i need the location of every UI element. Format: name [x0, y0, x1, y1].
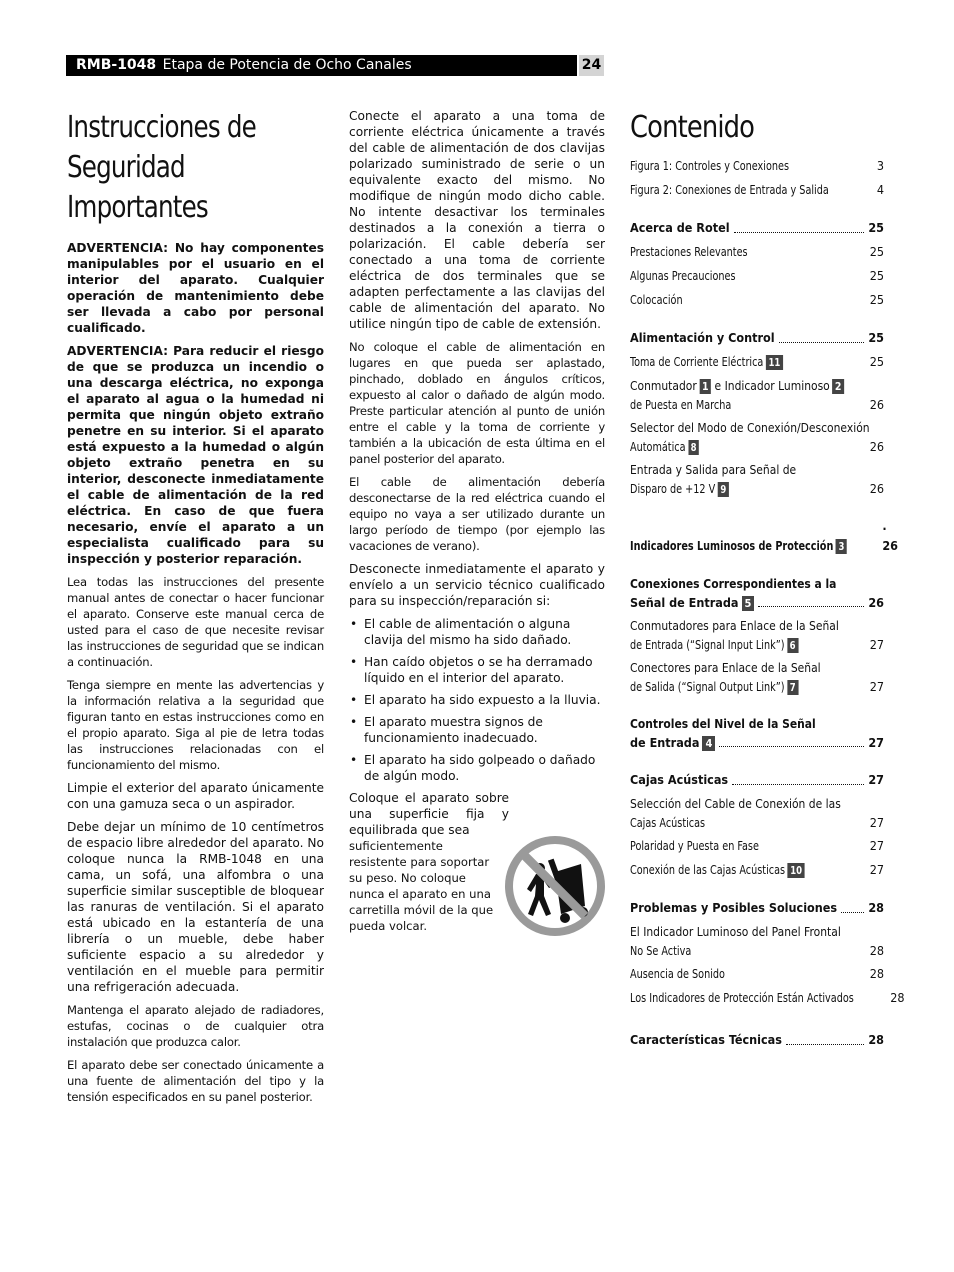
toc-section[interactable]: Cajas Acústicas 27 — [630, 772, 884, 787]
toc-section[interactable]: Conexiones Correspondientes a la Señal de Entrada 5 26 — [630, 576, 884, 610]
cart-warning — [349, 838, 605, 934]
safety-column — [67, 108, 324, 1112]
power-paragraph: Desconecte inmediatamente el aparato y envíelo a un servicio técnico cualificado para su inspección/reparación si: — [349, 562, 605, 608]
index-badge: 3 — [836, 539, 847, 554]
power-paragraph: El cable de alimentación debería desconectarse de la red eléctrica cuando el equipo no vaya a ser utilizado durante un largo período de tiempo (por ejemplo las vacaciones de verano). — [349, 475, 605, 553]
index-badge: 6 — [787, 638, 798, 653]
index-badge: 8 — [688, 440, 699, 455]
safety-paragraph: El aparato debe ser conectado únicamente a una fuente de alimentación del tipo y la tensión especificados en su panel posterior. — [67, 1058, 324, 1104]
list-item: • El aparato ha sido expuesto a la lluvia. — [364, 692, 605, 708]
power-column — [349, 108, 605, 934]
toc-entry[interactable]: Toma de Corriente Eléctrica 11 25 — [630, 354, 884, 369]
toc-section[interactable]: Controles del Nivel de la Señal de Entrada 4 27 — [630, 716, 884, 750]
toc-entry[interactable]: Polaridad y Puesta en Fase 27 — [630, 838, 884, 853]
index-badge: 9 — [718, 482, 729, 497]
toc-section[interactable]: Problemas y Posibles Soluciones 28 — [630, 900, 884, 915]
toc-entry[interactable]: Conmutadores para Enlace de la Señal de Entrada (“Signal Input Link”) 6 27 — [630, 618, 884, 652]
toc-entry[interactable]: Colocación 25 — [630, 292, 884, 307]
table-of-contents — [630, 108, 905, 1050]
index-badge: 5 — [742, 596, 755, 611]
toc-entry[interactable]: Selector del Modo de Conexión/Desconexión Automática 8 26 — [630, 420, 884, 454]
safety-title: Instrucciones de Seguridad Importantes — [67, 110, 256, 225]
toc-section[interactable]: Indicadores Luminosos de Protección 3 . 26 — [630, 518, 898, 553]
index-badge: 10 — [788, 863, 805, 878]
warning-service: ADVERTENCIA: No hay componentes manipulables por el usuario en el interior del aparato. Cualquier operación de mantenimiento debe ser llevada a cabo por personal cualificado. — [67, 241, 324, 335]
header-subtitle: Etapa de Potencia de Ocho Canales — [162, 57, 412, 73]
toc-entry[interactable]: Los Indicadores de Protección Están Activados 28 — [630, 990, 905, 1005]
page-number: 24 — [579, 55, 604, 76]
toc-title: Contenido — [630, 110, 755, 145]
index-badge: 7 — [787, 680, 798, 695]
warning-fire: ADVERTENCIA: Para reducir el riesgo de que se produzca un incendio o una descarga eléctrica, no exponga el aparato al agua o la humedad ni permita que ningún objeto extraño penetre en su interior. Si el aparato está expuesto a la humedad o algún objeto extraño penetra en su interior, desconecte inmediatamente el cable de alimentación de la red eléctrica. En caso de que fuera necesario, envíe el aparato a un especialista cualificado para su inspección y posterior reparación. — [67, 344, 324, 566]
list-item: • Han caído objetos o se ha derramado líquido en el interior del aparato. — [364, 654, 605, 686]
index-badge: 1 — [699, 379, 711, 394]
placement-paragraph: Coloque el aparato sobre una superficie fija y equilibrada que sea — [349, 791, 509, 837]
power-paragraph: Conecte el aparato a una toma de corriente eléctrica únicamente a través del cable de alimentación de dos clavijas polarizado suministrado de serie o un equivalente exacto del mismo. No modifique de ningún modo dicho cable. No intente desactivar los terminales destinados a la conexión a tierra o polarización. El cable debería ser conectado a una toma de corriente eléctrica de dos terminales que se adapten perfectamente a las clavijas del cable de alimentación del aparato. No utilice ningún tipo de cable de extensión. — [349, 109, 605, 331]
safety-paragraph: Mantenga el aparato alejado de radiadores, estufas, cocinas o de cualquier otra instalación que produzca calor. — [67, 1003, 324, 1049]
toc-entry[interactable]: Conectores para Enlace de la Señal de Salida (“Signal Output Link”) 7 27 — [630, 660, 884, 694]
toc-section[interactable]: Características Técnicas 28 — [630, 1032, 884, 1047]
toc-entry[interactable]: Conexión de las Cajas Acústicas 10 27 — [630, 862, 884, 877]
toc-entry[interactable]: Entrada y Salida para Señal de Disparo de +12 V 9 26 — [630, 462, 884, 496]
toc-entry[interactable]: Algunas Precauciones 25 — [630, 268, 884, 283]
index-badge: 2 — [832, 379, 844, 394]
list-item: • El aparato ha sido golpeado o dañado de algún modo. — [364, 752, 605, 784]
page-header — [66, 55, 577, 76]
index-badge: 4 — [702, 736, 715, 751]
toc-entry[interactable]: Figura 2: Conexiones de Entrada y Salida 4 — [630, 182, 884, 197]
index-badge: 11 — [766, 355, 783, 370]
toc-entry[interactable]: El Indicador Luminoso del Panel Frontal No Se Activa 28 — [630, 924, 884, 958]
toc-entry[interactable]: Prestaciones Relevantes 25 — [630, 244, 884, 259]
power-paragraph: No coloque el cable de alimentación en lugares en que pueda ser aplastado, pinchado, doblado en ángulos críticos, expuesto al calor o dañado de algún modo. Preste particular atención al punto de unión entre el cable y la toma de corriente y también a la ubicación de esta última en el panel posterior del aparato. — [349, 340, 605, 466]
safety-paragraph: Lea todas las instrucciones del presente manual antes de conectar o hacer funcionar el aparato. Conserve este manual cerca de usted para el caso de que necesite revisar las instrucciones de seguridad que se indican a continuación. — [67, 575, 324, 669]
placement-paragraph-rest: suficientemente resistente para soportar su peso. No coloque nunca el aparato en una carretilla móvil de la que pueda volcar. — [349, 839, 494, 933]
toc-section[interactable]: Acerca de Rotel 25 — [630, 220, 884, 235]
toc-entry[interactable]: Figura 1: Controles y Conexiones 3 — [630, 158, 884, 173]
toc-section[interactable]: Alimentación y Control 25 — [630, 330, 884, 345]
safety-paragraph: Tenga siempre en mente las advertencias y la información relativa a la seguridad que figuran tanto en estas instrucciones como en el propio aparato. Siga al pie de letra todas las instrucciones relacionadas con el funcionamiento del mismo. — [67, 678, 324, 772]
safety-paragraph: Debe dejar un mínimo de 10 centímetros de espacio libre alrededor del aparato. No coloque nunca la RMB-1048 en una cama, un sofá, una alfombra o una superficie similar susceptible de bloquear las ranuras de ventilación. Si el aparato está ubicado en la estantería de una librería o un mueble, debe haber suficiente espacio a su alrededor y ventilación en el mueble para permitir una refrigeración adecuada. — [67, 820, 324, 994]
safety-paragraph: Limpie el exterior del aparato únicamente con una gamuza seca o un aspirador. — [67, 781, 324, 811]
toc-entry[interactable]: Conmutador 1 e Indicador Luminoso 2 de Puesta en Marcha 26 — [630, 378, 884, 412]
model-name: RMB-1048 — [76, 57, 157, 73]
toc-entry[interactable]: Selección del Cable de Conexión de las Cajas Acústicas 27 — [630, 796, 884, 830]
no-cart-warning-icon — [503, 834, 607, 938]
inspection-list — [349, 616, 605, 784]
list-item: • El aparato muestra signos de funcionamiento inadecuado. — [364, 714, 605, 746]
toc-entry[interactable]: Ausencia de Sonido 28 — [630, 966, 884, 981]
list-item: • El cable de alimentación o alguna clavija del mismo ha sido dañado. — [364, 616, 605, 648]
